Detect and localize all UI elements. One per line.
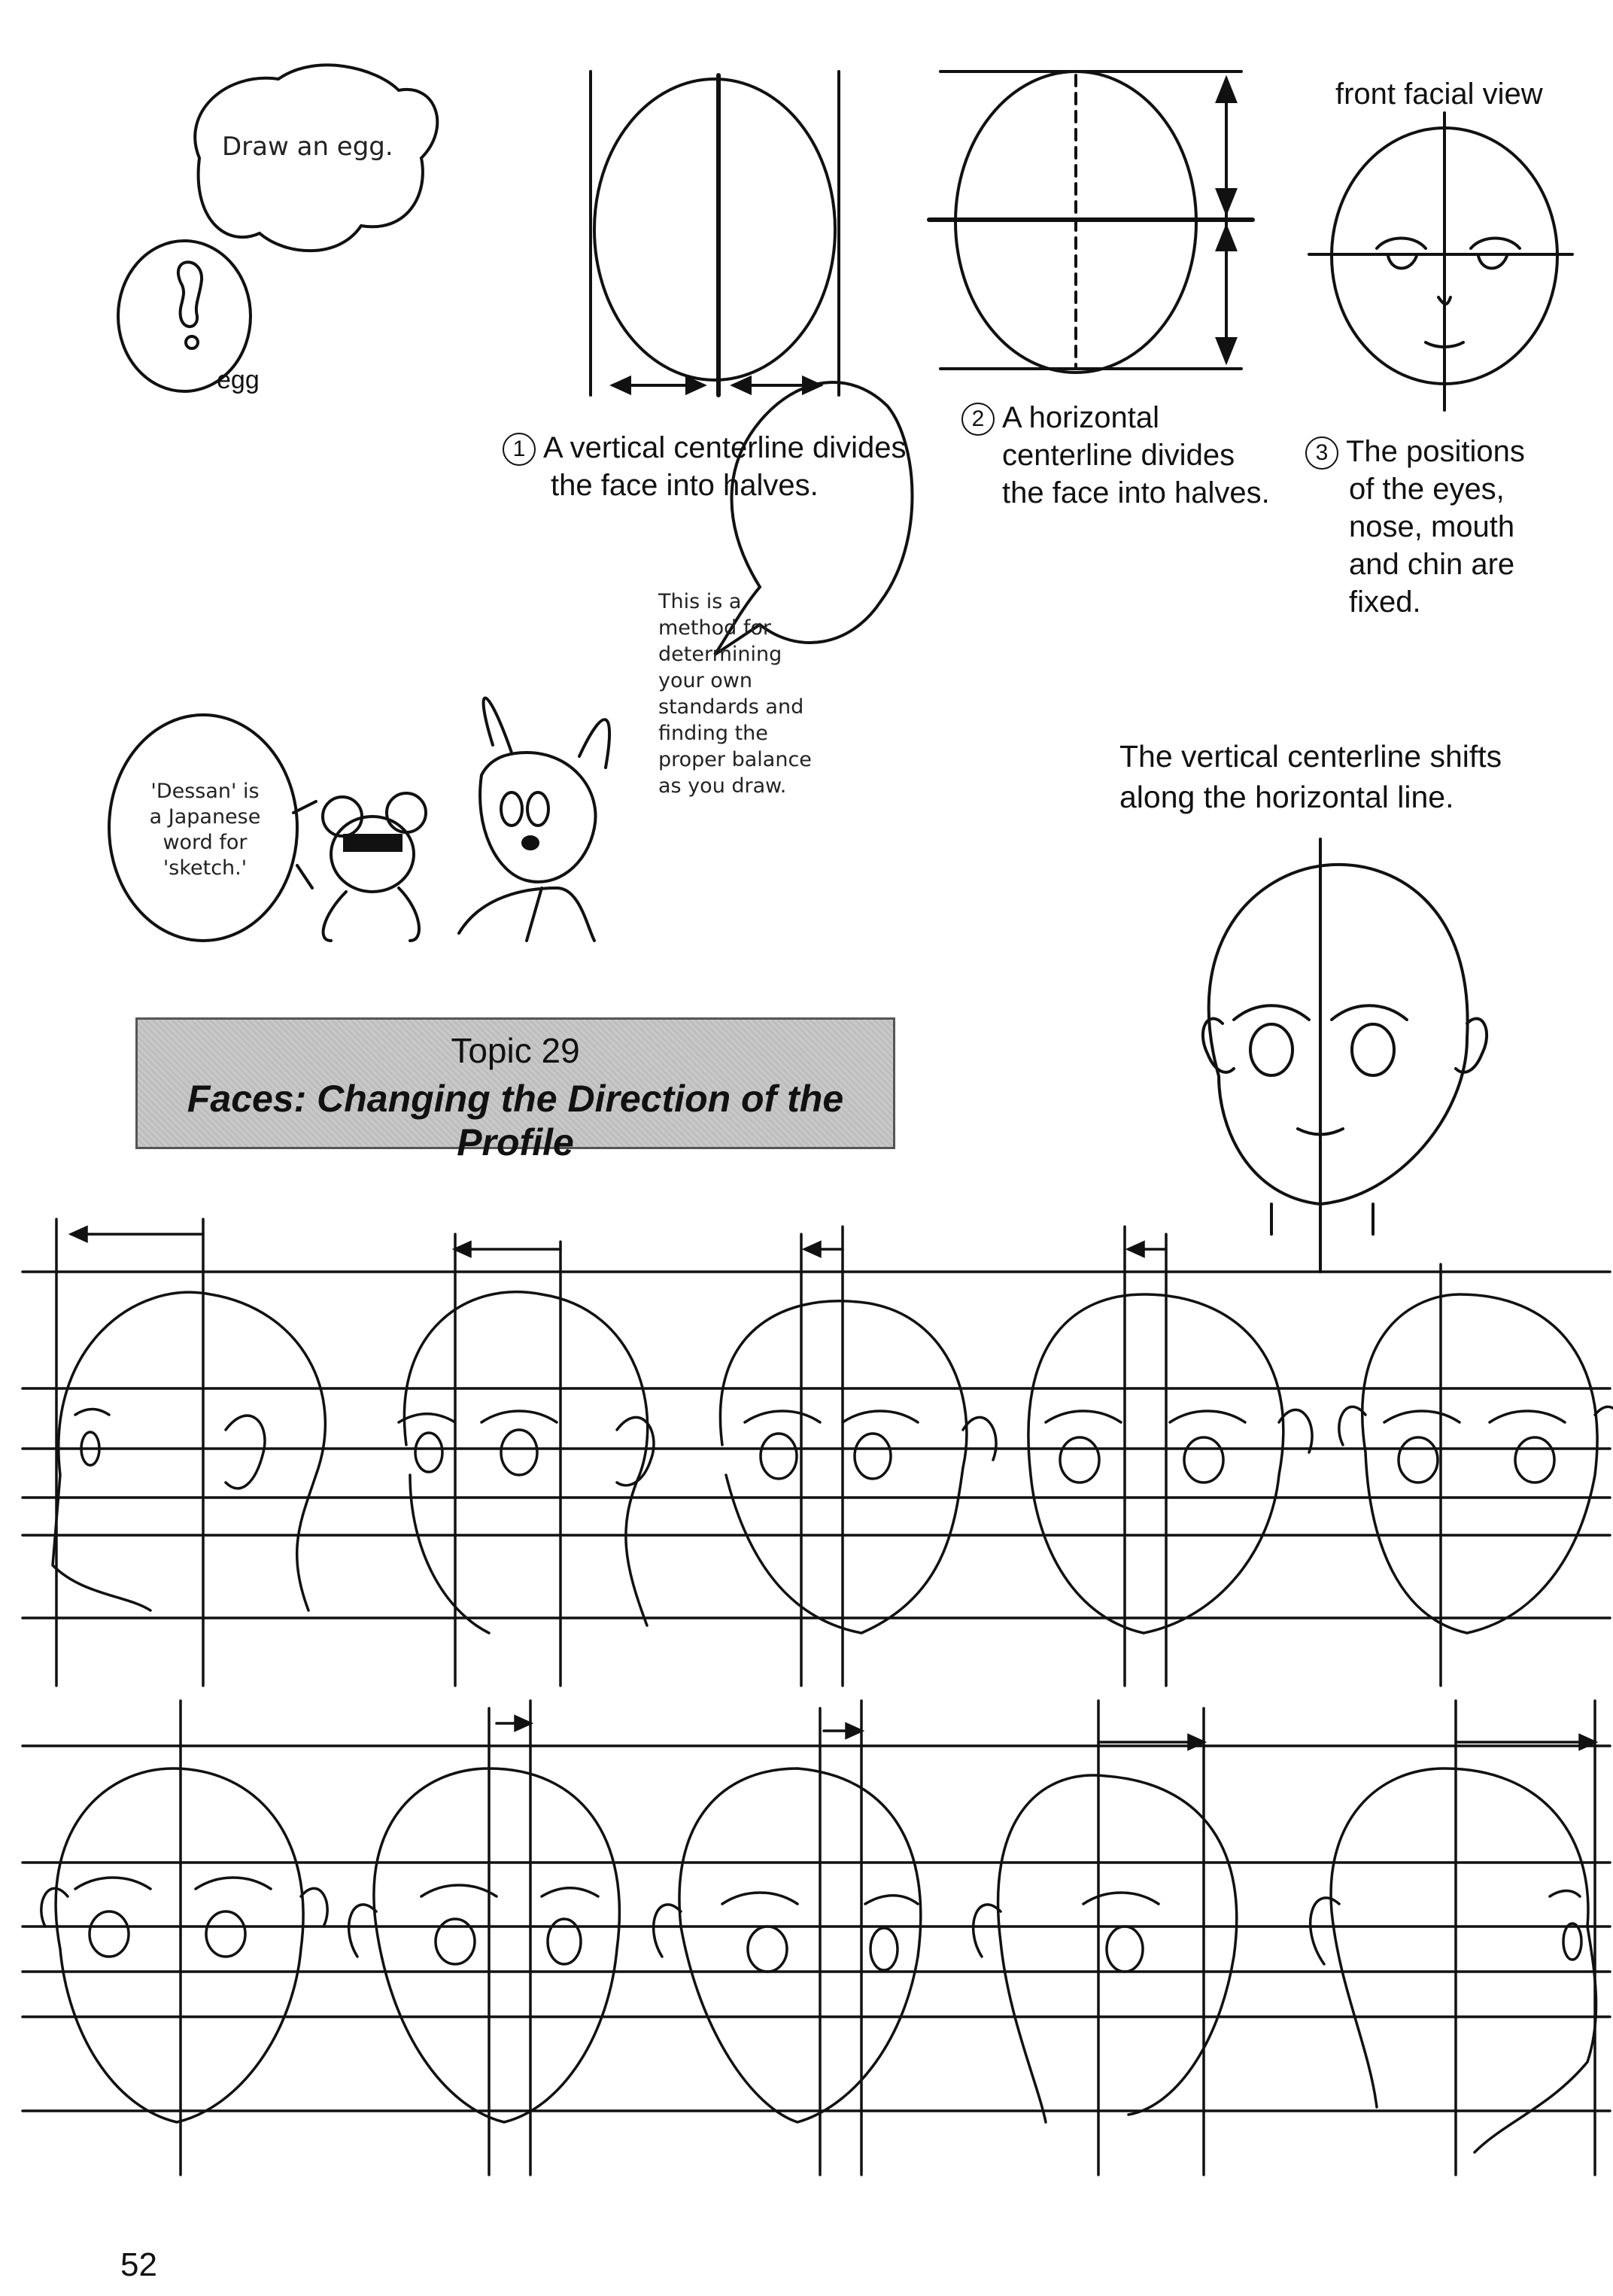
caption-1-line-1: A vertical centerline divides [543, 431, 907, 464]
bubble-dessan-text [139, 779, 271, 881]
caption-3-line-5: fixed. [1349, 585, 1421, 619]
caption-3 [1305, 433, 1561, 621]
page-number: 52 [120, 2246, 157, 2283]
face-sketch-icon [1203, 839, 1487, 1272]
bubble-dessan-line: word for [163, 831, 248, 854]
topic-banner [135, 1017, 895, 1163]
diagram-horizontal-centerline [929, 71, 1253, 373]
diagram-front-facial-view [1309, 113, 1572, 410]
bubble-method-line: method for [658, 616, 771, 640]
bubble-method-text [658, 588, 831, 799]
caption-2 [961, 399, 1285, 512]
caption-2-number: 2 [961, 403, 995, 436]
caption-3-line-1: The positions [1346, 435, 1525, 468]
bubble-draw-egg: Draw an egg. [222, 132, 393, 162]
bubble-dessan-line: 'sketch.' [163, 856, 248, 880]
bubble-method-line: standards and [658, 695, 804, 719]
shift-note [1119, 736, 1502, 817]
caption-1-line-2: the face into halves. [551, 469, 819, 502]
caption-2-line-3: the face into halves. [1002, 476, 1270, 509]
caption-1 [503, 429, 939, 504]
caption-3-line-2: of the eyes, [1349, 473, 1505, 506]
bubble-method-line: This is a [658, 590, 742, 613]
bubble-method-line: as you draw. [658, 774, 787, 798]
shift-note-line: The vertical centerline shifts [1119, 739, 1502, 774]
caption-2-line-2: centerline divides [1002, 439, 1235, 472]
bubble-dessan-line: a Japanese [149, 805, 261, 829]
caption-3-line-4: and chin are [1349, 548, 1515, 581]
caption-3-line-3: nose, mouth [1349, 510, 1515, 543]
mouse-icon [297, 793, 426, 941]
dog-icon [459, 698, 609, 941]
head-turn-row-bottom [23, 1701, 1610, 2175]
bubble-method-line: your own [658, 669, 753, 692]
topic-title: Faces: Changing the Direction of the Profile [187, 1078, 844, 1163]
caption-1-number: 1 [503, 433, 536, 466]
shift-note-line: along the horizontal line. [1119, 780, 1454, 814]
caption-2-line-1: A horizontal [1002, 401, 1160, 434]
front-view-label: front facial view [1335, 78, 1543, 111]
caption-3-number: 3 [1305, 436, 1338, 470]
bubble-method-line: determining [658, 643, 782, 666]
topic-number: Topic 29 [451, 1031, 580, 1070]
bubble-dessan-line: 'Dessan' is [150, 780, 260, 803]
diagram-vertical-centerline [591, 71, 839, 395]
head-turn-row-top [23, 1219, 1613, 1686]
bubble-method-line: proper balance [658, 748, 812, 771]
egg-label: egg [217, 366, 260, 394]
bubble-method-line: finding the [658, 722, 768, 745]
